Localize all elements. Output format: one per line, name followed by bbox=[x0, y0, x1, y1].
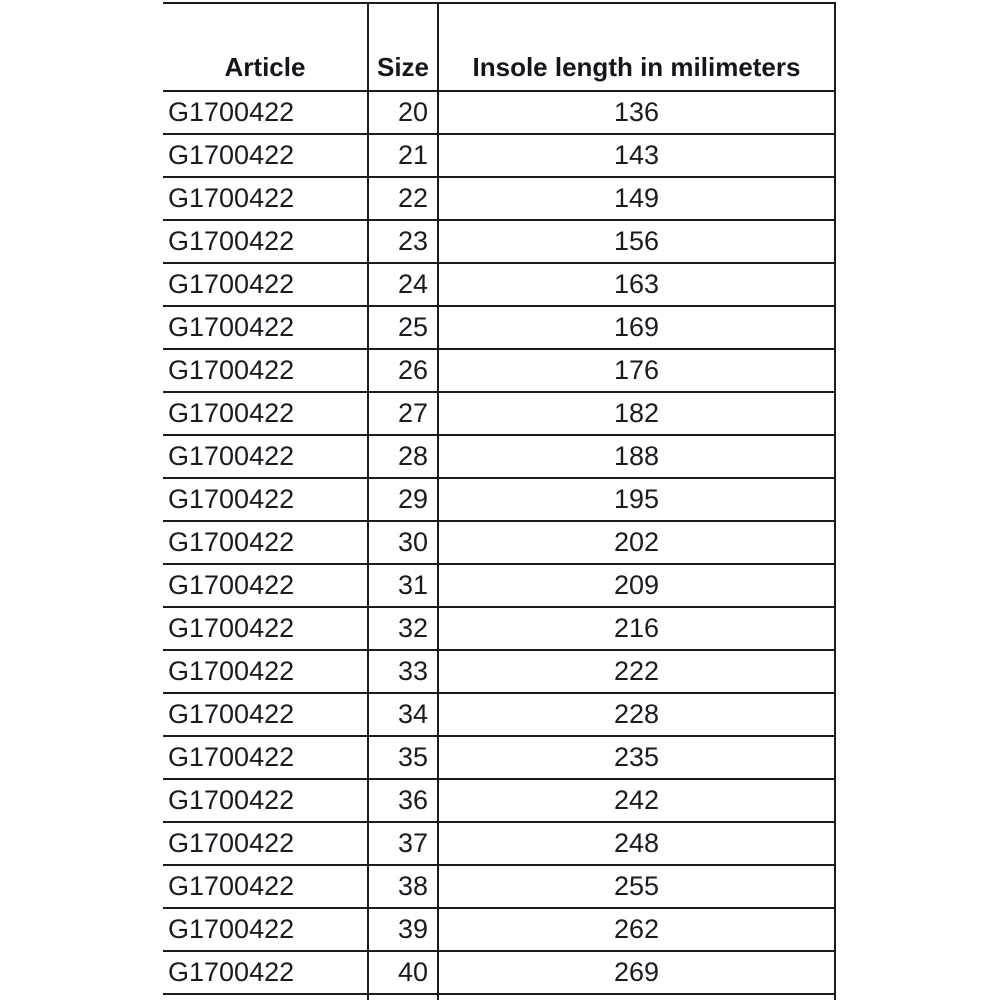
header-article: Article bbox=[163, 3, 368, 91]
partial-size-cell bbox=[368, 994, 438, 1000]
size-cell: 32 bbox=[368, 607, 438, 650]
article-cell: G1700422 bbox=[163, 607, 368, 650]
header-size: Size bbox=[368, 3, 438, 91]
insole-length-cell: 188 bbox=[438, 435, 835, 478]
table-row bbox=[163, 693, 835, 736]
size-cell: 38 bbox=[368, 865, 438, 908]
insole-length-cell: 169 bbox=[438, 306, 835, 349]
article-cell: G1700422 bbox=[163, 822, 368, 865]
header-insole-length: Insole length in milimeters bbox=[438, 3, 835, 91]
insole-length-cell: 235 bbox=[438, 736, 835, 779]
table-row bbox=[163, 91, 835, 134]
table-row bbox=[163, 349, 835, 392]
table-row bbox=[163, 134, 835, 177]
size-cell: 39 bbox=[368, 908, 438, 951]
size-cell: 26 bbox=[368, 349, 438, 392]
insole-length-cell: 202 bbox=[438, 521, 835, 564]
table-row bbox=[163, 607, 835, 650]
insole-length-cell: 136 bbox=[438, 91, 835, 134]
insole-length-cell: 182 bbox=[438, 392, 835, 435]
insole-length-cell: 262 bbox=[438, 908, 835, 951]
insole-length-cell: 222 bbox=[438, 650, 835, 693]
table-row bbox=[163, 736, 835, 779]
table-row bbox=[163, 392, 835, 435]
insole-length-cell: 255 bbox=[438, 865, 835, 908]
size-cell: 31 bbox=[368, 564, 438, 607]
size-cell: 34 bbox=[368, 693, 438, 736]
size-cell: 36 bbox=[368, 779, 438, 822]
article-cell: G1700422 bbox=[163, 220, 368, 263]
size-cell: 37 bbox=[368, 822, 438, 865]
partial-insole-cell bbox=[438, 994, 835, 1000]
insole-length-cell: 163 bbox=[438, 263, 835, 306]
table-row bbox=[163, 951, 835, 994]
insole-length-cell: 248 bbox=[438, 822, 835, 865]
article-cell: G1700422 bbox=[163, 134, 368, 177]
article-cell: G1700422 bbox=[163, 564, 368, 607]
table-row bbox=[163, 478, 835, 521]
article-cell: G1700422 bbox=[163, 177, 368, 220]
table-row bbox=[163, 263, 835, 306]
article-cell: G1700422 bbox=[163, 865, 368, 908]
table-row bbox=[163, 177, 835, 220]
size-cell: 22 bbox=[368, 177, 438, 220]
insole-length-cell: 242 bbox=[438, 779, 835, 822]
table-body bbox=[163, 91, 835, 994]
table-row bbox=[163, 779, 835, 822]
insole-length-cell: 176 bbox=[438, 349, 835, 392]
table-row bbox=[163, 865, 835, 908]
insole-length-cell: 149 bbox=[438, 177, 835, 220]
insole-length-cell: 269 bbox=[438, 951, 835, 994]
size-cell: 30 bbox=[368, 521, 438, 564]
table-row bbox=[163, 564, 835, 607]
size-chart bbox=[163, 2, 839, 1000]
size-table bbox=[163, 2, 836, 1000]
insole-length-cell: 195 bbox=[438, 478, 835, 521]
size-cell: 23 bbox=[368, 220, 438, 263]
table-row bbox=[163, 306, 835, 349]
article-cell: G1700422 bbox=[163, 306, 368, 349]
size-cell: 21 bbox=[368, 134, 438, 177]
partial-article-cell bbox=[163, 994, 368, 1000]
article-cell: G1700422 bbox=[163, 392, 368, 435]
size-cell: 28 bbox=[368, 435, 438, 478]
insole-length-cell: 228 bbox=[438, 693, 835, 736]
insole-length-cell: 143 bbox=[438, 134, 835, 177]
article-cell: G1700422 bbox=[163, 736, 368, 779]
table-row bbox=[163, 435, 835, 478]
article-cell: G1700422 bbox=[163, 91, 368, 134]
size-cell: 27 bbox=[368, 392, 438, 435]
article-cell: G1700422 bbox=[163, 693, 368, 736]
insole-length-cell: 156 bbox=[438, 220, 835, 263]
article-cell: G1700422 bbox=[163, 951, 368, 994]
article-cell: G1700422 bbox=[163, 650, 368, 693]
article-cell: G1700422 bbox=[163, 435, 368, 478]
article-cell: G1700422 bbox=[163, 349, 368, 392]
size-cell: 25 bbox=[368, 306, 438, 349]
table-row bbox=[163, 220, 835, 263]
size-cell: 35 bbox=[368, 736, 438, 779]
insole-length-cell: 216 bbox=[438, 607, 835, 650]
article-cell: G1700422 bbox=[163, 263, 368, 306]
header-row bbox=[163, 3, 835, 91]
partial-row bbox=[163, 994, 835, 1000]
table-row bbox=[163, 822, 835, 865]
article-cell: G1700422 bbox=[163, 478, 368, 521]
article-cell: G1700422 bbox=[163, 779, 368, 822]
size-cell: 40 bbox=[368, 951, 438, 994]
size-cell: 33 bbox=[368, 650, 438, 693]
table-row bbox=[163, 521, 835, 564]
size-cell: 20 bbox=[368, 91, 438, 134]
size-cell: 29 bbox=[368, 478, 438, 521]
insole-length-cell: 209 bbox=[438, 564, 835, 607]
article-cell: G1700422 bbox=[163, 908, 368, 951]
table-row bbox=[163, 908, 835, 951]
article-cell: G1700422 bbox=[163, 521, 368, 564]
size-cell: 24 bbox=[368, 263, 438, 306]
table-row bbox=[163, 650, 835, 693]
